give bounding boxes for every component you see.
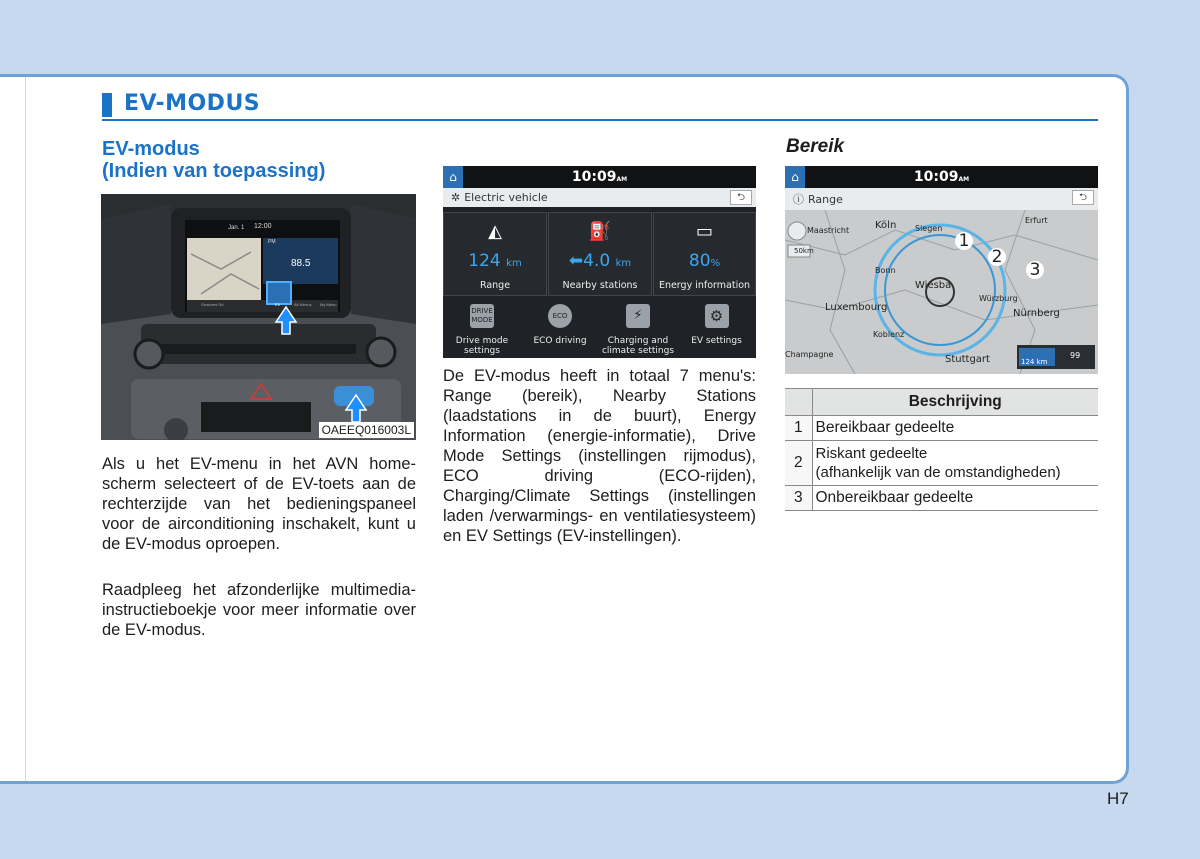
left-margin-strip — [0, 77, 26, 781]
photo-label-my-menu: My Menu — [320, 302, 337, 307]
home-icon[interactable]: ⌂ — [443, 166, 463, 188]
map-label-erfurt: Erfurt — [1025, 216, 1048, 225]
energy-information-tile[interactable] — [653, 212, 756, 296]
charging-climate-label: Charging and climate settings — [601, 336, 675, 356]
ev-settings-button[interactable] — [677, 299, 756, 358]
map-title: Range — [808, 192, 843, 206]
range-label: Range — [479, 280, 511, 291]
eco-driving-button[interactable] — [521, 299, 599, 358]
compass-icon: ◭ — [488, 221, 502, 242]
nearby-stations-label: Nearby stations — [562, 280, 638, 291]
section-marker — [102, 93, 112, 117]
photo-radio-frequency: 88.5 — [291, 258, 311, 269]
table-row — [785, 486, 1098, 511]
map-range-box: 124 km — [1021, 358, 1048, 366]
table-header-desc: Beschrijving — [812, 389, 1098, 416]
row-number: 2 — [785, 441, 812, 486]
map-battery-percent: 99 — [1070, 351, 1081, 360]
home-icon[interactable]: ⌂ — [785, 166, 805, 188]
ev-menu-screen — [443, 166, 756, 358]
ev-heading-line1: EV-modus — [102, 138, 200, 160]
back-button[interactable]: ⮌ — [730, 190, 752, 205]
nearby-stations-tile[interactable] — [548, 212, 652, 296]
map-label-wiesbaden: Wiesba — [915, 280, 952, 291]
map-label-wurzburg: Würzburg — [979, 294, 1018, 303]
row-number: 1 — [785, 416, 812, 441]
page-number: H7 — [1107, 789, 1129, 808]
row-text: Bereikbaar gedeelte — [812, 416, 1098, 441]
leaf-icon: ✲ — [451, 191, 461, 204]
map-label-maastricht: Maastricht — [807, 226, 850, 235]
map-label-nurnberg: Nürnberg — [1013, 308, 1060, 319]
screen-status-bar — [443, 166, 756, 188]
battery-icon: ▭ — [695, 221, 714, 242]
screen-clock: 10:09AM — [571, 169, 628, 185]
charging-station-icon: ⛽ — [588, 221, 612, 242]
map-label-champagne: Champagne — [785, 350, 834, 359]
photo-label-ev: EV — [275, 302, 281, 307]
charging-climate-button[interactable] — [599, 299, 677, 358]
gear-icon: ⚙ — [705, 304, 729, 328]
map-clock: 10:09AM — [913, 169, 970, 185]
description-table — [785, 388, 1098, 511]
eco-icon: ECO — [548, 304, 572, 328]
charging-climate-icon: ⚡ — [626, 304, 650, 328]
drive-mode-label: Drive mode settings — [455, 336, 509, 356]
table-row — [785, 416, 1098, 441]
bereik-heading: Bereik — [786, 136, 845, 157]
photo-caption: OAEEQ016003L — [319, 422, 414, 438]
photo-label-gestures: Gestures Rd — [201, 302, 224, 307]
range-map-screen — [785, 166, 1098, 374]
section-rule — [102, 119, 1098, 121]
back-button[interactable]: ⮌ — [1072, 190, 1094, 205]
map-label-stuttgart: Stuttgart — [945, 354, 990, 365]
screen-title: Electric vehicle — [464, 191, 548, 204]
ev-settings-label: EV settings — [691, 336, 742, 346]
map-title-bar — [785, 188, 1098, 210]
table-header-row — [785, 389, 1098, 416]
info-icon: ⓘ — [793, 193, 804, 206]
map-label-koln: Köln — [875, 220, 897, 231]
energy-value: 80% — [688, 251, 721, 271]
middle-paragraph: De EV-modus heeft in totaal 7 menu's: Range (bereik), Nearby Stations (laadstations in de buurt), Energy Information (energie-informatie), Drive Mode Settings (instellingen rijmodus), ECO driving (ECO-rijden), Charging/Climate Settings (instellingen laden /verwarmings- en ventilatiesysteem) en EV Settings (EV-instellingen). — [443, 367, 756, 545]
map-scale: 50km — [794, 247, 814, 255]
map-area[interactable] — [785, 210, 1098, 374]
screen-title-bar — [443, 188, 756, 207]
photo-screen-pm: PM — [268, 239, 276, 245]
left-paragraph-1: Als u het EV-menu in het AVN home-scherm selecteert of de EV-toets aan de rechterzijde van het bedieningspaneel voor de airconditioning inschakelt, kunt u de EV-modus oproepen. — [102, 455, 416, 553]
table-header-num — [785, 389, 812, 416]
dashboard-illustration — [101, 194, 416, 440]
row-text-line2: (afhankelijk van de omstandigheden) — [815, 464, 1061, 481]
range-tile[interactable] — [443, 212, 547, 296]
row-text: Onbereikbaar gedeelte — [812, 486, 1098, 511]
nearby-stations-value: ⬅4.0 km — [568, 251, 632, 271]
range-value: 124 km — [468, 251, 522, 271]
map-label-koblenz: Koblenz — [873, 330, 905, 339]
section-title: EV-MODUS — [124, 91, 261, 116]
marker-3: 3 — [1026, 261, 1044, 279]
photo-screen-date: Jan. 1 — [228, 225, 245, 231]
drive-mode-icon: DRIVE MODE — [470, 304, 494, 328]
map-label-bonn: Bonn — [875, 266, 896, 275]
marker-2: 2 — [988, 248, 1006, 266]
left-paragraph-2: Raadpleeg het afzonderlijke multimedia-instructieboekje voor meer informatie over de EV-modus. — [102, 581, 416, 639]
map-label-siegen: Siegen — [915, 224, 943, 233]
row-text-line1: Riskant gedeelte — [815, 445, 928, 462]
eco-driving-label: ECO driving — [533, 336, 587, 346]
map-status-bar — [785, 166, 1098, 188]
map-label-luxembourg: Luxembourg — [825, 302, 888, 313]
drive-mode-button[interactable] — [443, 299, 521, 358]
energy-label: Energy information — [658, 280, 751, 291]
photo-label-all-menus: All Menus — [294, 302, 312, 307]
table-row — [785, 441, 1098, 486]
ev-heading-line2: (Indien van toepassing) — [102, 160, 326, 182]
row-number: 3 — [785, 486, 812, 511]
marker-1: 1 — [955, 232, 973, 250]
photo-screen-time: 12:00 — [254, 223, 272, 230]
row-text — [812, 441, 1098, 486]
ev-heading — [102, 138, 325, 182]
dashboard-photo — [101, 194, 416, 440]
